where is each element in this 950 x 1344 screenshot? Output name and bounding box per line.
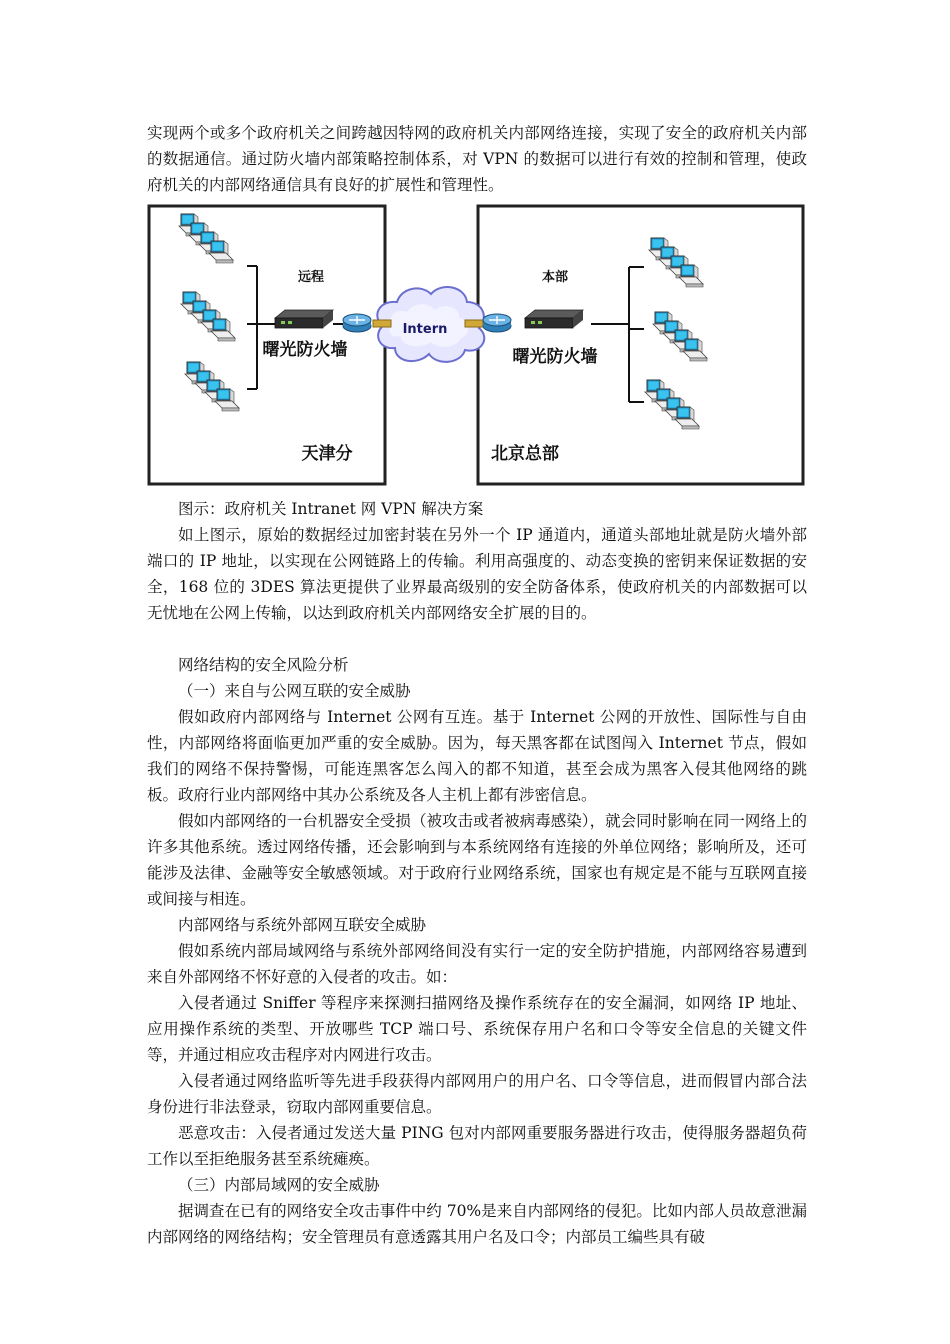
hq-site-box — [478, 206, 803, 484]
remote-link-bar — [373, 320, 391, 327]
subsection-heading: （一）来自与公网互联的安全威胁 — [178, 682, 411, 700]
hq-router-icon — [483, 314, 511, 332]
paragraph: 恶意攻击：入侵者通过发送大量 PING 包对内部网重要服务器进行攻击，使得服务器超负荷工作以至拒绝服务甚至系统瘫痪。 — [147, 1124, 807, 1168]
subsection-heading: 内部网络与系统外部网互联安全威胁 — [178, 916, 427, 934]
hq-firewall-icon — [525, 310, 583, 328]
remote-site-label: 天津分 — [301, 444, 353, 464]
paragraph: 假如内部网络的一台机器安全受损（被攻击或者被病毒感染），就会同时影响在同一网络上的许多其他系统。透过网络传播，还会影响到与本系统网络有连接的外单位网络；影响所及，还可能涉及法律、金融等安全敏感领域。对于政府行业网络系统，国家也有规定是不能与互联网直接或间接与相连。 — [147, 812, 807, 908]
subsection-heading: （三）内部局域网的安全威胁 — [178, 1176, 380, 1194]
hq-top-label: 本部 — [541, 270, 569, 285]
paragraph: 入侵者通过 Sniffer 等程序来探测扫描网络及操作系统存在的安全漏洞，如网络 IP 地址、应用操作系统的类型、开放哪些 TCP 端口号、系统保存用户名和口令等安全信息的关键文件等，并通过相应攻击程序对内网进行攻击。 — [147, 994, 807, 1064]
internet-label: Intern — [402, 322, 448, 337]
vpn-network-diagram — [147, 204, 805, 486]
remote-top-label: 远程 — [297, 270, 325, 285]
paragraph: 如上图示，原始的数据经过加密封装在另外一个 IP 通道内，通道头部地址就是防火墙外部端口的 IP 地址，以实现在公网链路上的传输。利用高强度的、动态变换的密钥来保证数据的安全，168 位的 3DES 算法更提供了业界最高级别的安全防备体系，使政府机关的内部数据可以无忧地在公网上传输，以达到政府机关内部网络安全扩展的目的。 — [147, 526, 807, 622]
paragraph: 入侵者通过网络监听等先进手段获得内部网用户的用户名、口令等信息，进而假冒内部合法身份进行非法登录，窃取内部网重要信息。 — [147, 1072, 807, 1116]
remote-firewall-label: 曙光防火墙 — [262, 340, 348, 360]
paragraph: 据调查在已有的网络安全攻击事件中约 70%是来自内部网络的侵犯。比如内部人员故意泄漏内部网络的网络结构；安全管理员有意透露其用户名及口令；内部员工编些具有破 — [147, 1202, 807, 1246]
hq-link-bar — [465, 320, 483, 327]
paragraph: 假如政府内部网络与 Internet 公网有互连。基于 Internet 公网的开放性、国际性与自由性，内部网络将面临更加严重的安全威胁。因为，每天黑客都在试图闯入 Internet 节点，假如我们的网络不保持警惕，可能连黑客怎么闯入的都不知道，甚至会成为黑客入侵其他网络的跳板。政府行业内部网络中其办公系统及各人主机上都有涉密信息。 — [147, 708, 807, 804]
paragraph: 假如系统内部局域网络与系统外部网络间没有实行一定的安全防护措施，内部网络容易遭到来自外部网络不怀好意的入侵者的攻击。如： — [147, 942, 807, 986]
figure-caption: 图示：政府机关 Intranet 网 VPN 解决方案 — [178, 500, 484, 518]
body-section — [147, 496, 807, 1250]
section-heading: 网络结构的安全风险分析 — [178, 656, 349, 674]
intro-paragraph: 实现两个或多个政府机关之间跨越因特网的政府机关内部网络连接，实现了安全的政府机关内部的数据通信。通过防火墙内部策略控制体系，对 VPN 的数据可以进行有效的控制和管理，使政府机关的内部网络通信具有良好的扩展性和管理性。 — [147, 124, 807, 194]
hq-site-label: 北京总部 — [491, 444, 559, 464]
intro-section — [147, 120, 807, 198]
blank-line — [147, 626, 807, 652]
remote-firewall-icon — [275, 310, 333, 328]
hq-firewall-label: 曙光防火墙 — [512, 347, 598, 367]
remote-router-icon — [343, 314, 371, 332]
